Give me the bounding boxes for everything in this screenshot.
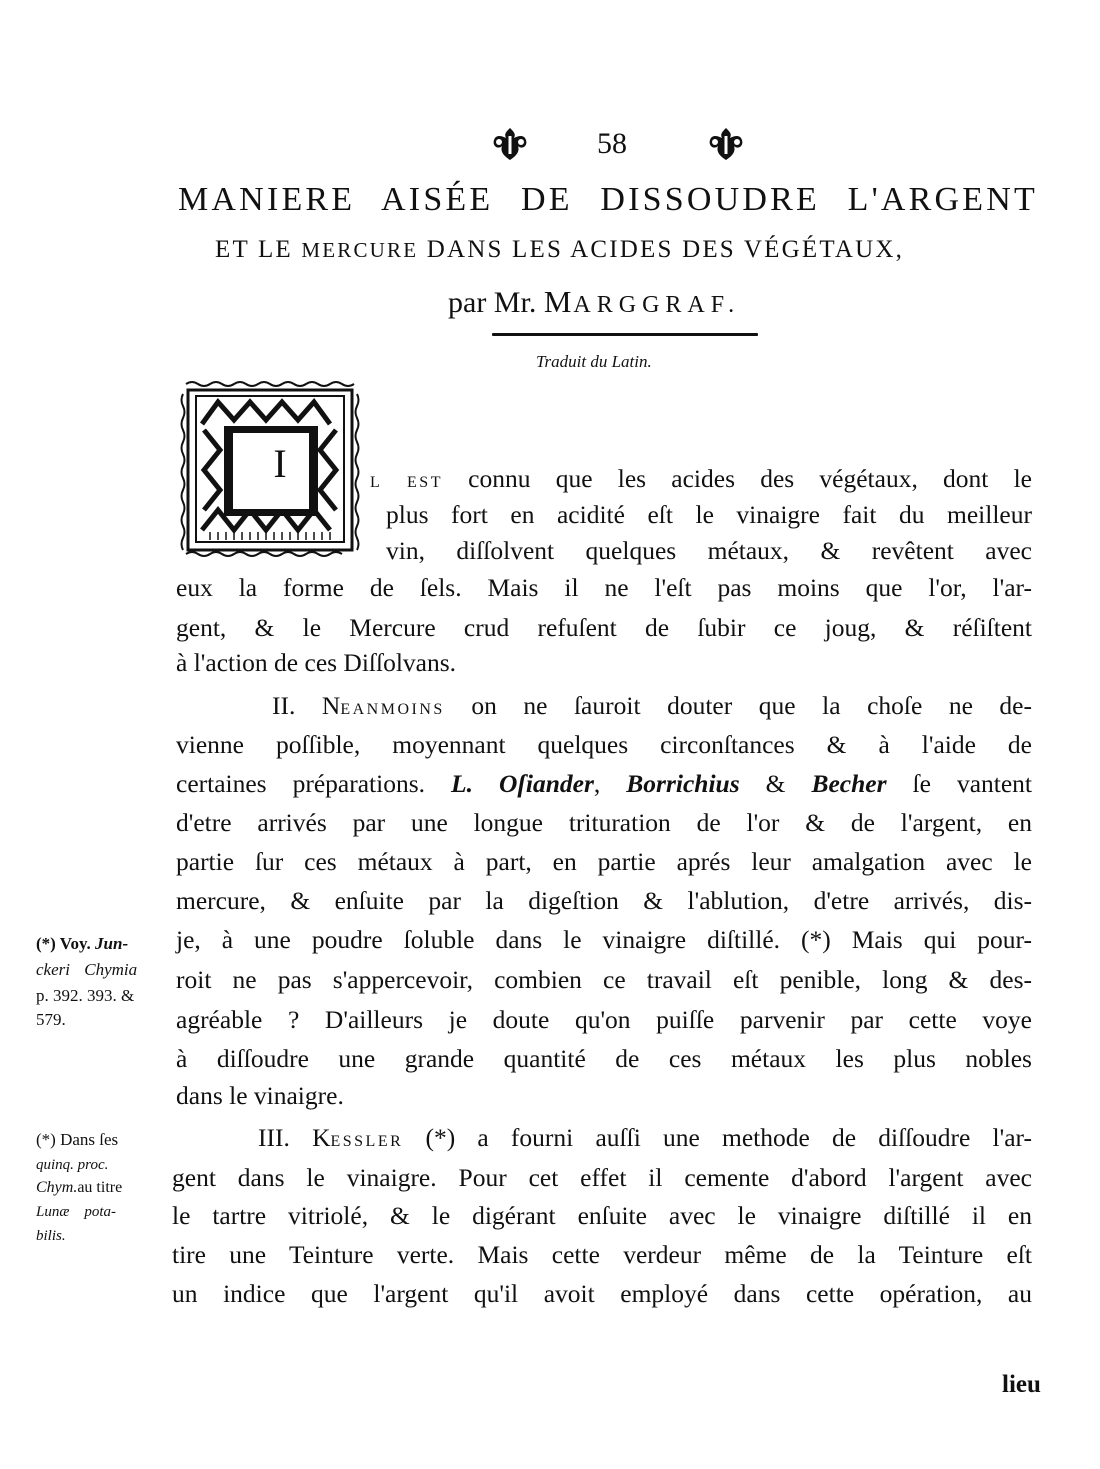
catchword: lieu: [1002, 1371, 1041, 1398]
fleuron-ornament-icon: [706, 126, 746, 162]
note-text: 579.: [36, 1010, 66, 1029]
small-caps-initial: K: [312, 1123, 331, 1152]
margin-note-line: [36, 1128, 118, 1152]
note-text-italic: Lunæ pota-: [36, 1204, 117, 1220]
paragraph-number: III.: [258, 1123, 313, 1152]
text-line: gent, & le Mercure crud refuſent de ſubir ce joug, & réſiſtent: [176, 613, 1032, 642]
text-line: partie ſur ces métaux à part, en partie aprés leur amalgation avec le: [176, 847, 1032, 876]
text-line: mercure, & enſuite par la digeſtion & l'ablution, d'etre arrivés, dis-: [176, 886, 1032, 915]
text-line: gent dans le vinaigre. Pour cet effet il cemente d'abord l'argent avec: [172, 1163, 1032, 1192]
author-name-osiander: L. Oſiander: [451, 769, 594, 798]
text-line: [272, 688, 1032, 728]
author-name-borrichius: Borrichius: [626, 769, 740, 798]
margin-note-line: [36, 958, 137, 982]
note-text: (*) Voy.: [36, 934, 96, 953]
line-text: on ne ſauroit douter que la choſe ne de-: [444, 691, 1032, 720]
note-text-italic: quinq. proc.: [36, 1157, 109, 1173]
translation-note: Traduit du Latin.: [536, 352, 652, 371]
text-line: un indice que l'argent qu'il avoit employé dans cette opération, au: [172, 1279, 1032, 1308]
title-text-small-caps: MERCURE: [301, 238, 419, 262]
text-line: plus fort en acidité eſt le vinaigre fait du meilleur: [386, 500, 1032, 529]
small-caps-word: EANMOINS: [340, 701, 445, 718]
note-text-italic: ckeri Chymia: [36, 960, 138, 979]
article-title-line-1: MANIERE AISÉE DE DISSOUDRE L'ARGENT: [178, 181, 1038, 218]
margin-note-line: [36, 1176, 122, 1200]
text-line: dans le vinaigre.: [176, 1081, 344, 1110]
margin-note-line: [36, 1224, 66, 1248]
text-line: vin, diſſolvent quelques métaux, & revêtent avec: [386, 536, 1032, 565]
title-text: ET LE: [215, 236, 302, 263]
page-header: [0, 124, 1100, 168]
line-text: &: [739, 769, 812, 798]
note-text-italic: Jun-: [95, 934, 129, 953]
drop-cap-letter: I: [273, 441, 287, 486]
text-line: à l'action de ces Diſſolvans.: [176, 648, 457, 677]
author-initial: M: [543, 284, 574, 319]
page-number: 58: [597, 127, 627, 160]
note-text: (*) Dans ſes: [36, 1130, 119, 1149]
text-line: je, à une poudre ſoluble dans le vinaigre diſtillé. (*) Mais qui pour-: [176, 925, 1032, 954]
fleuron-ornament-icon: [490, 126, 530, 162]
text-line: le tartre vitriolé, & le digérant enſuite avec le vinaigre diſtillé il en: [172, 1201, 1032, 1230]
text-line: agréable ? D'ailleurs je doute qu'on puiſſe parvenir par cette voye: [176, 1005, 1032, 1034]
line-text: ,: [593, 769, 627, 798]
margin-note-line: [36, 932, 128, 956]
note-text: au titre: [77, 1179, 123, 1196]
title-rule-divider: [492, 333, 758, 336]
margin-note-line: [36, 1200, 116, 1224]
line-text: (*) a fourni auſſi une methode de diſſoudre l'ar-: [403, 1123, 1032, 1152]
text-line: roit ne pas s'appercevoir, combien ce travail eſt penible, long & des-: [176, 965, 1032, 994]
text-line: tire une Teinture verte. Mais cette verdeur même de la Teinture eſt: [172, 1240, 1032, 1269]
text-line: [370, 461, 1032, 501]
author-name-small-caps: ARGGRAF.: [573, 292, 741, 318]
paragraph-number: II.: [272, 691, 322, 720]
title-text: DANS LES ACIDES DES VÉGÉTAUX,: [418, 236, 905, 263]
line-text: connu que les acides des végétaux, dont le: [442, 464, 1032, 493]
text-line: vienne poſſible, moyennant quelques circonſtances & à l'aide de: [176, 730, 1032, 759]
line-text: certaines préparations.: [176, 769, 452, 798]
text-line: [176, 766, 1032, 802]
article-title-line-2: [215, 232, 1045, 268]
small-caps-word: ESSLER: [330, 1133, 404, 1150]
author-name-becher: Becher: [811, 769, 887, 798]
text-line: à diſſoudre une grande quantité de ces métaux les plus nobles: [176, 1044, 1032, 1073]
margin-note-line: [36, 1153, 108, 1177]
line-text: ſe vantent: [886, 769, 1033, 798]
margin-note-line: [36, 1008, 66, 1032]
text-line: d'etre arrivés par une longue trituration de l'or & de l'argent, en: [176, 808, 1032, 837]
small-caps-opening: L EST: [370, 474, 443, 491]
note-text: p. 392. 393. &: [36, 986, 135, 1005]
margin-note-line: [36, 984, 134, 1008]
author-byline: [448, 280, 740, 327]
note-text-italic: Chym.: [36, 1179, 78, 1196]
byline-par: par Mr.: [448, 286, 544, 319]
note-text-italic: bilis.: [36, 1228, 66, 1244]
text-line: eux la forme de ſels. Mais il ne l'eſt pas moins que l'or, l'ar-: [176, 573, 1032, 602]
text-line: [258, 1120, 1032, 1160]
small-caps-initial: N: [321, 691, 341, 720]
